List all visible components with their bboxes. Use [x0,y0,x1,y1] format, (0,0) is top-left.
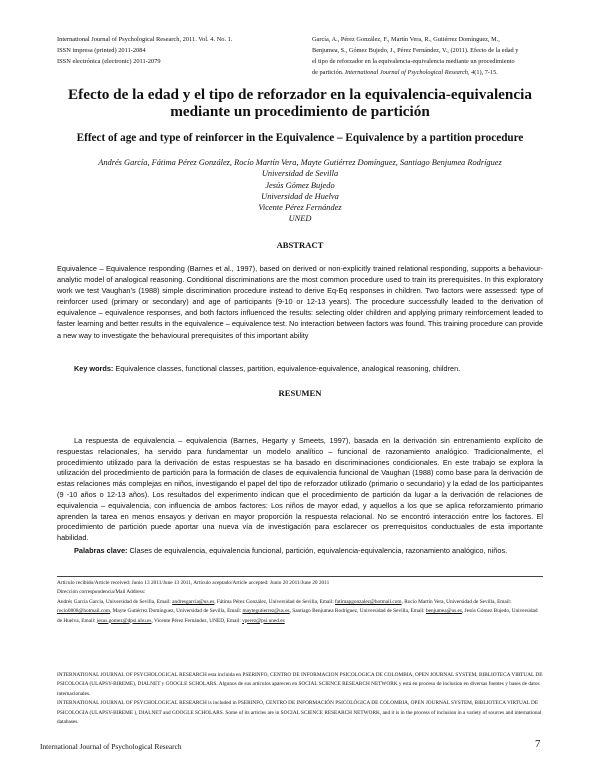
email-link-martin[interactable]: rocio0808@hotmail.com [57,608,110,615]
email-link-gomez[interactable]: jesus.gomez@dpsi.uhu.es [96,617,152,624]
author-block [40,157,560,225]
author-perez: Vicente Pérez Fernández [258,203,342,213]
footnotes [57,579,543,626]
title-spanish-line-1: Efecto de la edad y el tipo de reforzador en la equivalencia-equivalencia [68,86,532,103]
email-link-perez-gonzalez[interactable]: fatimapgonzalez@hotmail.com [335,598,402,605]
header-issn-printed: ISSN impresa (printed) 2011-2084 [57,47,146,54]
affiliation-huelva: Universidad de Huelva [261,191,339,201]
keywords-label: Key words: [74,364,114,373]
header-citation [312,34,552,78]
email-link-perez-fernandez[interactable]: vperez@psi.uned.es [242,617,285,624]
citation-pages: (1), 7-15. [474,69,498,76]
keywords-list: Equivalence classes, functional classes, partition, equivalence-equivalence, analogical reasoning, children. [113,364,461,373]
citation-title-tail: de partición. [312,69,346,76]
title-english: Effect of age and type of reinforcer in the Equivalence – Equivalence by a partition procedure [76,132,524,144]
author-gomez-info: , Jesús Gómez Bujedo, Universidad de Huelva, Email: [57,608,538,624]
citation-line-2: Benjumea, S., Gómez Bujedo, J., Pérez Fernández, V., (2011). Efecto de la edad y [312,47,519,54]
correspondence-details [57,598,543,626]
indexing-english: INTERNATIONAL JOURNAL OF PSYCHOLOGICAL RESEARCH is included in PSERINFO, CENTRO DE INFORMACIÓN PSICOLÓGICA DE COLOMBIA, OPEN JOURNAL SYSTEM, BIBLIOTECA VIRTUAL DE PSICOLOGIA (ULAPSY-BIREME ), DIALNET and GOOGLE SCHOLARS. Some of its articles are in SOCIAL SCIENCE RESEARCH NETWORK, and it is in the process of inclusion in a variety of sources and international databases. [57,700,542,726]
resumen-heading: RESUMEN [278,388,322,398]
title-spanish [40,86,560,120]
header-journal-info [57,34,307,67]
header-journal-line: International Journal of Psychological Research, 2011. Vol. 4. No. 1. [57,36,233,43]
email-link-benjumea[interactable]: benjumea@us.es [425,608,462,615]
abstract-text: Equivalence – Equivalence responding (Barnes et al., 1997), based on derived or non-explicitly trained relational responding, supports a behaviour-analytic model of analogical reasoning. Conditional discriminations are the most common procedure used to train its prerequisites. In this exploratory work we test Vaughan’s (1988) simple discrimination procedure instead to derive Eq-Eq responses in children. Two factors were assessed: type of reinforcer used (primary or secondary) and age of participants (9-10 or 12-13 years). The procedure successfully leaded to the derivation of equivalence – equivalence responses, and both factors influenced the results: selecting older children and applying primary reinforcement leaded to faster learning and better results in the equivalence – equivalence test. No interaction between factors was found. This training procedure can provide a new way to investigate the behavioural prerequisites of this important ability [57,264,543,340]
citation-line-1: García, A., Pérez González, F., Martín Vera, R., Gutiérrez Domínguez, M., [312,36,500,43]
citation-journal: International Journal of Psychological Research, 4 [345,69,475,76]
correspondence-label: Dirección correspondencia/Mail Address: [57,589,146,596]
author-perez-fernandez-info: , Vicente Pérez Fernández, UNED, Email: [151,617,243,624]
email-link-garcia[interactable]: andresgarcia@us.es [172,598,215,605]
keywords [74,364,544,373]
page-number: 7 [535,738,541,750]
palabras-list: Clases de equivalencia, equivalencia funcional, partición, equivalencia-equivalencia, razonamiento analógico, niños. [127,546,508,555]
author-garcia-info: Andrés García García, Universidad de Sevilla, Email: [57,598,173,605]
indexing-notes [57,671,543,727]
received-dates: Artículo recibido/Article received: Junio 13 2011/June 13 2011, Artículo aceptado/Article accepted: Junio 20 2011/June 20 2011 [57,580,330,586]
affiliation-sevilla: Universidad de Sevilla [261,169,339,179]
citation-line-4 [312,67,552,78]
author-benjumea-info: , Santiago Benjumea Rodríguez, Universidad de Sevilla, Email: [289,608,426,615]
author-names: Andrés García, Fátima Pérez González, Rocío Martín Vera, Mayte Gutiérrez Domínguez, Santiago Benjumea Rodríguez [98,158,502,167]
affiliation-uned: UNED [288,214,312,224]
citation-line-3: el tipo de reforzador en la equivalencia-equivalencia mediante un procedimiento [312,58,515,65]
author-perez-gonzalez-info: , Fátima Pérez González, Universidad de Sevilla, Email: [214,598,336,605]
header-issn-electronic: ISSN electrónica (electronic) 2011-2079 [57,58,161,65]
author-gomez: Jesús Gómez Bujedo [265,180,335,190]
abstract-heading: ABSTRACT [276,240,324,250]
author-martin-info: , Rocío Martín Vera, Universidad de Sevilla, Email: [401,598,512,605]
footnote-divider [57,576,543,577]
resumen-text: La respuesta de equivalencia – equivalencia (Barnes, Hegarty y Smeets, 1997), basada en la derivación sin entrenamiento explícito de respuestas relacionales, ha servido para fundamentar un modelo analítico – funcional de razonamiento analógico. Tradicionalmente, el procedimiento utilizado para la derivación de estas respuestas se ha basado en discriminaciones condicionales. En este trabajo se explora la utilización del procedimiento de partición para la formación de clases de equivalencia funcional de Vaughan (1988) como base para la derivación de estas relaciones más complejas en niños, investigando el papel del tipo de reforzador utilizado (primario o secundario) y la edad de los participantes (9 -10 años o 12-13 años). Los resultados del experimento indican que el procedimiento de partición da lugar a la derivación de relaciones de equivalencia – equivalencia, con influencia de ambos factores: Los niños de mayor edad, y aquellos a los que se aplica reforzamiento primario aprenden la tarea en menos ensayos y derivan en mayor proporción la respuesta relacional. No se encontró interacción entre los factores. El procedimiento de partición puede aportar una nueva vía de investigación para esclarecer os prerrequisitos conductuales de esta importante habilidad. [57,436,543,543]
palabras-clave [57,546,543,557]
email-link-gutierrez[interactable]: maytegutierrez@us.es [242,608,290,615]
footer-journal: International Journal of Psychological Research [40,742,182,751]
author-gutierrez-info: , Mayte Gutiérrez Domínguez, Universidad de Sevilla, Email: [109,608,243,615]
palabras-label: Palabras clave: [74,546,128,555]
indexing-spanish: INTERNATIONAL JOURNAL OF PSYCHOLOGICAL RESEARCH esta incluida en PSERINFO, CENTRO DE INFORMACION PSICOLOGICA DE COLOMBIA, OPEN JOURNAL SYSTEM, BIBLIOTECA VIRTUAL DE PSICOLOGIA (ULAPSY-BIREME), DIALNET y GOOGLE SCHOLARS. Algunos de sus artículos aparecen en SOCIAL SCIENCE RESEARCH NETWORK y está en proceso de inclusion en diversas fuentes y bases de datos internacionales. [57,672,543,697]
title-spanish-line-2: mediante un procedimiento de partición [170,103,430,120]
